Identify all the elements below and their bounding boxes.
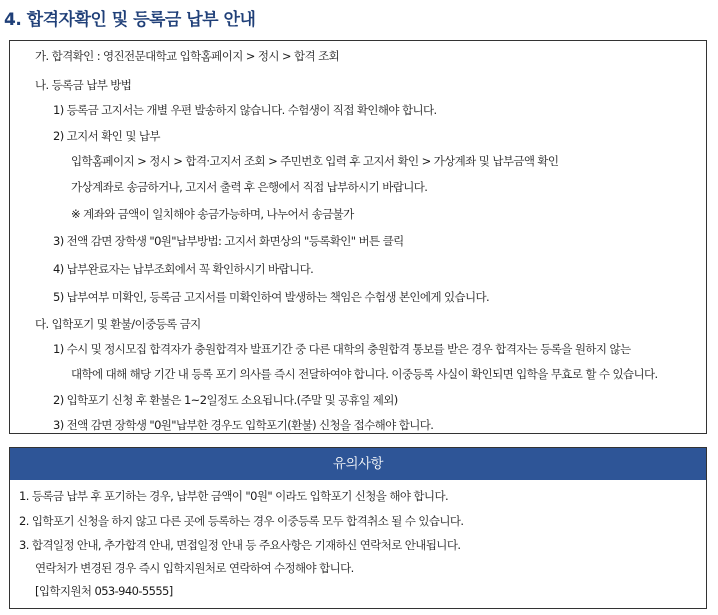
section-b-item-5: 5) 납부여부 미확인, 등록금 고지서를 미확인하여 발생하는 책임은 수험생 본인에게 있습니다. bbox=[53, 290, 490, 304]
section-c-item-1-line-1: 1) 수시 및 정시모집 합격자가 충원합격자 발표기간 중 다른 대학의 충원합격 통보를 받은 경우 합격자는 등록을 원하지 않는 bbox=[53, 342, 631, 356]
section-b-item-4: 4) 납부완료자는 납부조회에서 꼭 확인하시기 바랍니다. bbox=[53, 262, 314, 276]
section-c-item-3: 3) 전액 감면 장학생 "0원"납부한 경우도 입학포기(환불) 신청을 접수해야 합니다. bbox=[53, 418, 434, 432]
section-b-item-2-note: ※ 계좌와 금액이 일치해야 송금가능하며, 나누어서 송금불가 bbox=[71, 207, 354, 221]
section-b-item-1: 1) 등록금 고지서는 개별 우편 발송하지 않습니다. 수험생이 직접 확인해야 합니다. bbox=[53, 103, 437, 117]
section-b-item-2-path: 입학홈페이지 > 정시 > 합격·고지서 조회 > 주민번호 입력 후 고지서 확인 > 가상계좌 및 납부금액 확인 bbox=[71, 154, 559, 168]
section-c-item-2: 2) 입학포기 신청 후 환불은 1~2일정도 소요됩니다.(주말 및 공휴일 제외) bbox=[53, 393, 398, 407]
notice-item-3-line-1: 3. 합격일정 안내, 추가합격 안내, 면접일정 안내 등 주요사항은 기재하신 연락처로 안내됩니다. bbox=[19, 538, 461, 552]
section-b-item-2-payment: 가상계좌로 송금하거나, 고지서 출력 후 은행에서 직접 납부하시기 바랍니다. bbox=[71, 180, 428, 194]
section-a-heading: 가. 합격확인 : 영진전문대학교 입학홈페이지 > 정시 > 합격 조회 bbox=[35, 49, 340, 63]
contact-info: [입학지원처 053-940-5555] bbox=[35, 584, 173, 598]
notice-item-1: 1. 등록금 납부 후 포기하는 경우, 납부한 금액이 "0원" 이라도 입학포기 신청을 해야 합니다. bbox=[19, 489, 449, 503]
notice-box bbox=[9, 447, 707, 609]
notice-item-2: 2. 입학포기 신청을 하지 않고 다른 곳에 등록하는 경우 이중등록 모두 합격취소 될 수 있습니다. bbox=[19, 514, 464, 528]
notice-item-3-line-2: 연락처가 변경된 경우 즉시 입학지원처로 연락하여 수정해야 합니다. bbox=[35, 561, 354, 575]
section-b-item-2: 2) 고지서 확인 및 납부 bbox=[53, 129, 160, 143]
admission-info-box bbox=[9, 40, 707, 434]
section-c-item-1-line-2: 대학에 대해 해당 기간 내 등록 포기 의사를 즉시 전달하여야 합니다. 이중등록 사실이 확인되면 입학을 무효로 할 수 있습니다. bbox=[71, 367, 658, 381]
notice-header: 유의사항 bbox=[10, 448, 706, 480]
page-title: 4. 합격자확인 및 등록금 납부 안내 bbox=[4, 10, 256, 30]
section-b-item-3: 3) 전액 감면 장학생 "0원"납부방법: 고지서 화면상의 "등록확인" 버튼 클릭 bbox=[53, 234, 404, 248]
section-c-heading: 다. 입학포기 및 환불/이중등록 금지 bbox=[35, 317, 201, 331]
section-b-heading: 나. 등록금 납부 방법 bbox=[35, 78, 132, 92]
